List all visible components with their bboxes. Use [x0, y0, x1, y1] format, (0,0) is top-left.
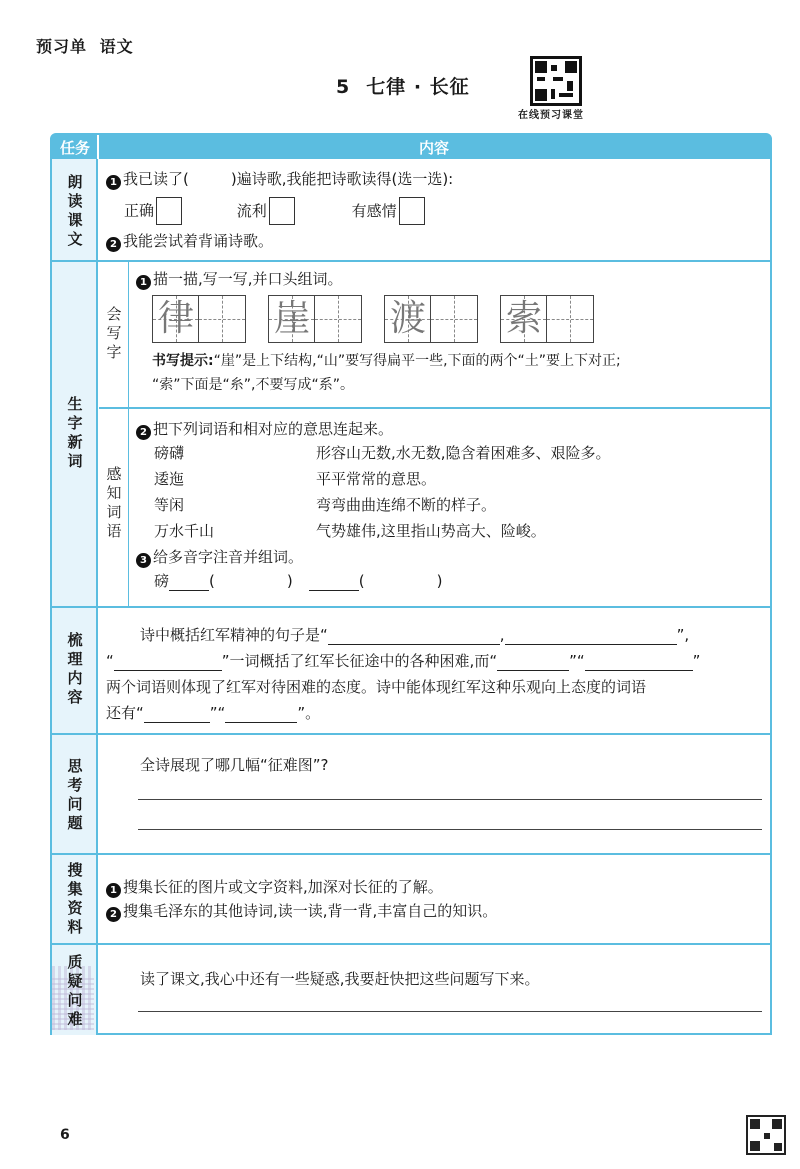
sentence-blank-1[interactable] — [328, 644, 500, 645]
option-fluent: 流利 — [236, 201, 267, 220]
word-blank-optimism-2[interactable] — [225, 722, 297, 723]
subject-label: 语文 — [99, 37, 134, 56]
writing-tip-line-1: 书写提示:“崖”是上下结构,“山”要写得扁平一些,下面的两个“土”要上下对正; — [152, 353, 621, 369]
option-emotion: 有感情 — [351, 201, 397, 220]
writing-tip-line-2: “索”下面是“糸”,不要写成“系”。 — [152, 377, 354, 393]
column-content: 内容 — [418, 139, 449, 157]
qr-code-icon[interactable] — [530, 56, 582, 106]
pinyin-blank-2[interactable] — [309, 590, 359, 591]
word-blank-attitude-1[interactable] — [497, 670, 569, 671]
word-4[interactable]: 万水千山 — [154, 522, 215, 540]
collect-item-1: 1 搜集长征的图片或文字资料,加深对长征的了解。 — [106, 877, 443, 898]
table-header — [52, 135, 770, 159]
series-label: 预习单 — [36, 37, 88, 56]
meaning-3[interactable]: 弯弯曲曲连绵不断的样子。 — [316, 496, 497, 514]
label-reading: 朗 读 课 文 — [67, 173, 83, 248]
sentence-blank-2[interactable] — [505, 644, 677, 645]
qr-caption: 在线预习课堂 — [518, 110, 584, 121]
label-thinking: 思 考 问 题 — [67, 757, 83, 832]
reading-item-1: 1 我已读了( )遍诗歌,我能把诗歌读得(选一选): — [106, 169, 453, 190]
column-task: 任务 — [59, 139, 90, 157]
polyphone-char: 磅 — [154, 572, 170, 590]
lesson-name: 七律 · 长征 — [366, 76, 470, 98]
option-correct: 正确 — [124, 201, 155, 220]
thinking-question: 全诗展现了哪几幅“征难图”? — [140, 756, 329, 774]
label-write: 会 写 字 — [106, 305, 122, 361]
word-blank-hardship[interactable] — [114, 670, 222, 671]
word-blank-attitude-2[interactable] — [585, 670, 693, 671]
polyphone-row: 磅 ( ) ( ) — [154, 572, 443, 590]
pinyin-blank-1[interactable] — [169, 590, 209, 591]
word-1[interactable]: 磅礴 — [154, 444, 185, 462]
answer-line-2[interactable] — [138, 829, 762, 830]
tian-grid-3[interactable] — [384, 295, 478, 343]
label-sorting: 梳 理 内 容 — [67, 631, 83, 706]
collect-item-2: 2 搜集毛泽东的其他诗词,读一读,背一背,丰富自己的知识。 — [106, 901, 497, 922]
doubt-answer-line[interactable] — [138, 1011, 762, 1012]
label-collect: 搜 集 资 料 — [67, 861, 83, 936]
lesson-title — [336, 72, 470, 99]
reading-options — [124, 197, 425, 225]
tian-grid-1[interactable] — [152, 295, 246, 343]
preview-table — [50, 133, 772, 1035]
trace-char-2: 崖 — [273, 298, 310, 339]
label-characters: 生 字 新 词 — [67, 395, 83, 470]
polyphone-instruction: 3 给多音字注音并组词。 — [136, 547, 303, 568]
match-instruction: 2 把下列词语和相对应的意思连起来。 — [136, 419, 393, 440]
meaning-4[interactable]: 气势雄伟,这里指山势高大、险峻。 — [316, 522, 546, 540]
corner-qr-icon[interactable] — [746, 1115, 786, 1155]
trace-char-1: 律 — [157, 298, 194, 339]
word-3[interactable]: 等闲 — [154, 496, 185, 514]
sorting-line-1: 诗中概括红军精神的句子是“ , ”, — [140, 626, 690, 644]
meaning-1[interactable]: 形容山无数,水无数,隐含着困难多、艰险多。 — [316, 444, 611, 462]
book-header — [36, 34, 134, 57]
trace-instruction: 1 描一描,写一写,并口头组词。 — [136, 269, 343, 290]
checkbox-correct[interactable] — [156, 197, 182, 225]
sorting-line-4: 还有“ ”“ ”。 — [106, 704, 321, 722]
trace-char-4: 索 — [505, 298, 542, 339]
checkbox-emotion[interactable] — [399, 197, 425, 225]
word-2[interactable]: 逶迤 — [154, 470, 185, 488]
tian-grid-4[interactable] — [500, 295, 594, 343]
trace-char-3: 渡 — [389, 298, 426, 339]
page-number: 6 — [60, 1127, 70, 1143]
checkbox-fluent[interactable] — [269, 197, 295, 225]
doubt-text: 读了课文,我心中还有一些疑惑,我要赶快把这些问题写下来。 — [140, 970, 540, 988]
tian-grid-2[interactable] — [268, 295, 362, 343]
answer-line-1[interactable] — [138, 799, 762, 800]
sorting-line-2: “ ”一词概括了红军长征途中的各种困难,而“ ”“ ” — [106, 652, 701, 670]
word-blank-optimism-1[interactable] — [144, 722, 210, 723]
meaning-2[interactable]: 平平常常的意思。 — [316, 470, 437, 488]
lesson-number: 5 — [336, 76, 351, 98]
label-perceive: 感 知 词 语 — [106, 465, 122, 540]
reading-item-2: 2 我能尝试着背诵诗歌。 — [106, 231, 273, 252]
sorting-line-3: 两个词语则体现了红军对待困难的态度。诗中能体现红军这种乐观向上态度的词语 — [106, 678, 647, 696]
label-doubt: 质 疑 问 难 — [67, 953, 83, 1028]
